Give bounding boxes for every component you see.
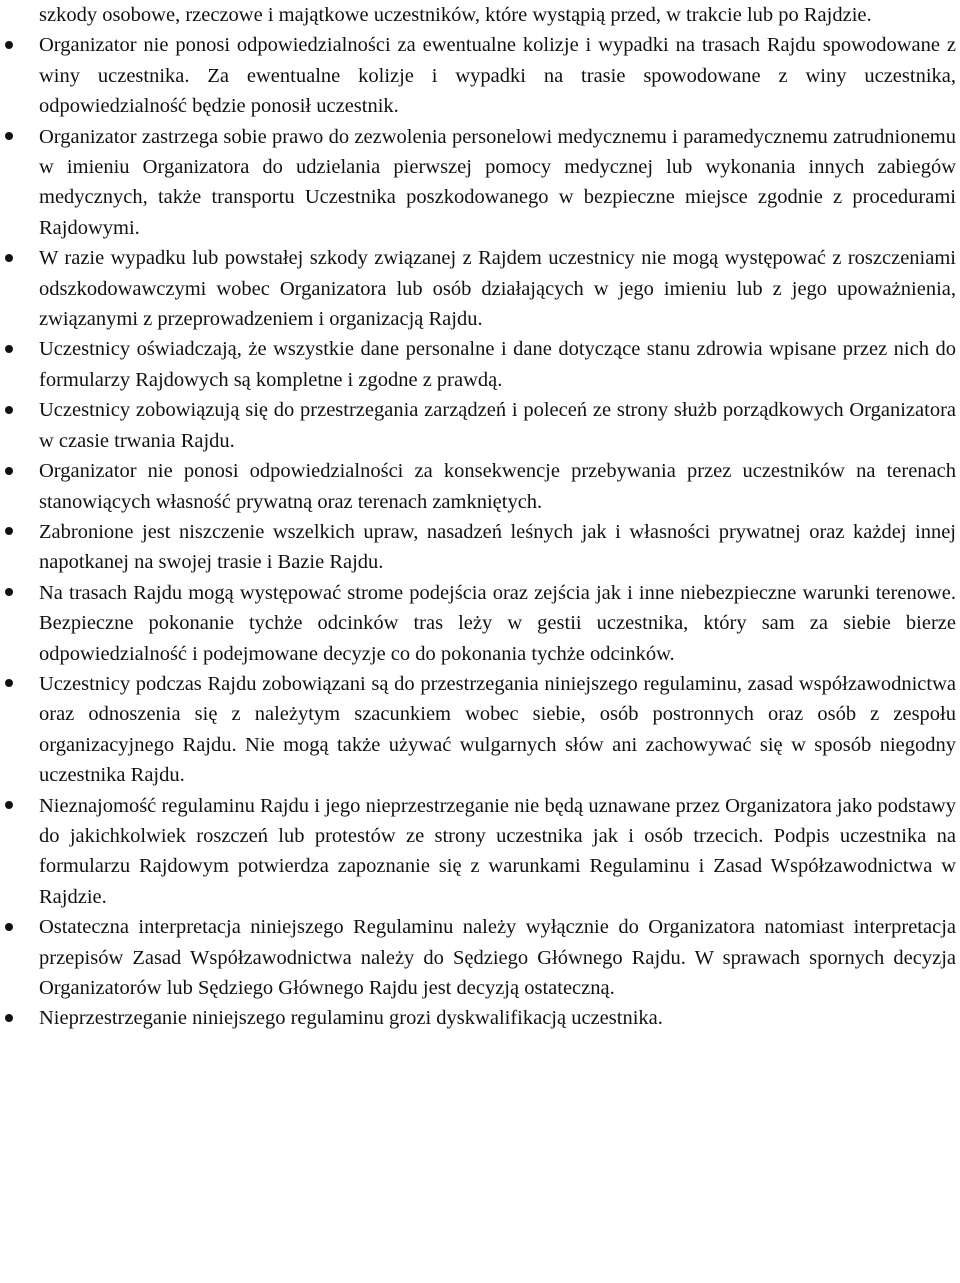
bullet-icon (5, 467, 13, 475)
rule-item (39, 791, 956, 913)
bullet-icon (5, 801, 13, 809)
rule-text: Na trasach Rajdu mogą występować strome podejścia oraz zejścia jak i inne niebezpieczne warunki terenowe. Bezpieczne pokonanie tychże odcinków tras leży w gestii uczestnika, który sam za siebie bierze odpowiedzialność i podejmowane decyzje co do pokonania tychże odcinków. (39, 581, 956, 665)
bullet-icon (5, 527, 13, 535)
rule-item (39, 1003, 956, 1033)
bullet-icon (5, 132, 13, 140)
rule-item (39, 243, 956, 334)
bullet-icon (5, 923, 13, 931)
rule-text: Uczestnicy zobowiązują się do przestrzegania zarządzeń i poleceń ze strony służb porządkowych Organizatora w czasie trwania Rajdu. (39, 399, 956, 452)
rule-text: Organizator nie ponosi odpowiedzialności za ewentualne kolizje i wypadki na trasach Rajdu spowodowane z winy uczestnika. Za ewentualne kolizje i wypadki na trasie spowodowane z winy uczestnika, odpowiedzialność będzie ponosił uczestnik. (39, 34, 956, 118)
rules-list (39, 30, 956, 1033)
rule-item (39, 578, 956, 669)
rule-item (39, 395, 956, 456)
rule-text: Zabronione jest niszczenie wszelkich upraw, nasadzeń leśnych jak i własności prywatnej oraz każdej innej napotkanej na swojej trasie i Bazie Rajdu. (39, 520, 956, 574)
rule-item (39, 517, 956, 578)
rule-item (39, 122, 956, 244)
rule-text: Organizator nie ponosi odpowiedzialności za konsekwencje przebywania przez uczestników na terenach stanowiących własność prywatną oraz terenach zamkniętych. (39, 460, 956, 513)
bullet-icon (5, 406, 13, 414)
rule-item (39, 334, 956, 395)
rule-text: Uczestnicy oświadczają, że wszystkie dane personalne i dane dotyczące stanu zdrowia wpisane przez nich do formularzy Rajdowych są kompletne i zgodne z prawdą. (39, 338, 956, 391)
rule-item (39, 30, 956, 121)
rule-item (39, 456, 956, 517)
bullet-icon (5, 41, 13, 49)
intro-paragraph: szkody osobowe, rzeczowe i majątkowe uczestników, które wystąpią przed, w trakcie lub po Rajdzie. (39, 4, 872, 26)
rule-text: Organizator zastrzega sobie prawo do zezwolenia personelowi medycznemu i paramedycznemu zatrudnionemu w imieniu Organizatora do udzielania pierwszej pomocy medycznej lub wykonania innych zabiegów medycznych, także transportu Uczestnika poszkodowanego w bezpieczne miejsce zgodnie z procedurami Rajdowymi. (39, 125, 956, 239)
rule-item (39, 912, 956, 1003)
rule-text: Nieznajomość regulaminu Rajdu i jego nieprzestrzeganie nie będą uznawane przez Organizatora jako podstawy do jakichkolwiek roszczeń lub protestów ze strony uczestnika jak i osób trzecich. Podpis uczestnika na formularzu Rajdowym potwierdza zapoznanie się z warunkami Regulaminu i Zasad Współzawodnictwa w Rajdzie. (39, 794, 956, 908)
rule-item (39, 669, 956, 791)
rule-text: Uczestnicy podczas Rajdu zobowiązani są do przestrzegania niniejszego regulaminu, zasad współzawodnictwa oraz odnoszenia się z należytym szacunkiem wobec siebie, osób postronnych oraz osób z zespołu organizacyjnego Rajdu. Nie mogą także używać wulgarnych słów ani zachowywać się w sposób niegodny uczestnika Rajdu. (39, 672, 956, 787)
bullet-icon (5, 679, 13, 687)
bullet-icon (5, 345, 13, 353)
rule-text: W razie wypadku lub powstałej szkody związanej z Rajdem uczestnicy nie mogą występować z roszczeniami odszkodowawczymi wobec Organizatora lub osób działających w jego imieniu lub z jego upoważnienia, związanymi z przeprowadzeniem i organizacją Rajdu. (39, 247, 956, 331)
bullet-icon (5, 254, 13, 262)
bullet-icon (5, 1014, 13, 1022)
rule-text: Ostateczna interpretacja niniejszego Regulaminu należy wyłącznie do Organizatora natomiast interpretacja przepisów Zasad Współzawodnictwa należy do Sędziego Głównego Rajdu. W sprawach spornych decyzja Organizatorów lub Sędziego Głównego Rajdu jest decyzją ostateczną. (39, 916, 956, 999)
bullet-icon (5, 588, 13, 596)
rule-text: Nieprzestrzeganie niniejszego regulaminu grozi dyskwalifikacją uczestnika. (39, 1007, 663, 1030)
